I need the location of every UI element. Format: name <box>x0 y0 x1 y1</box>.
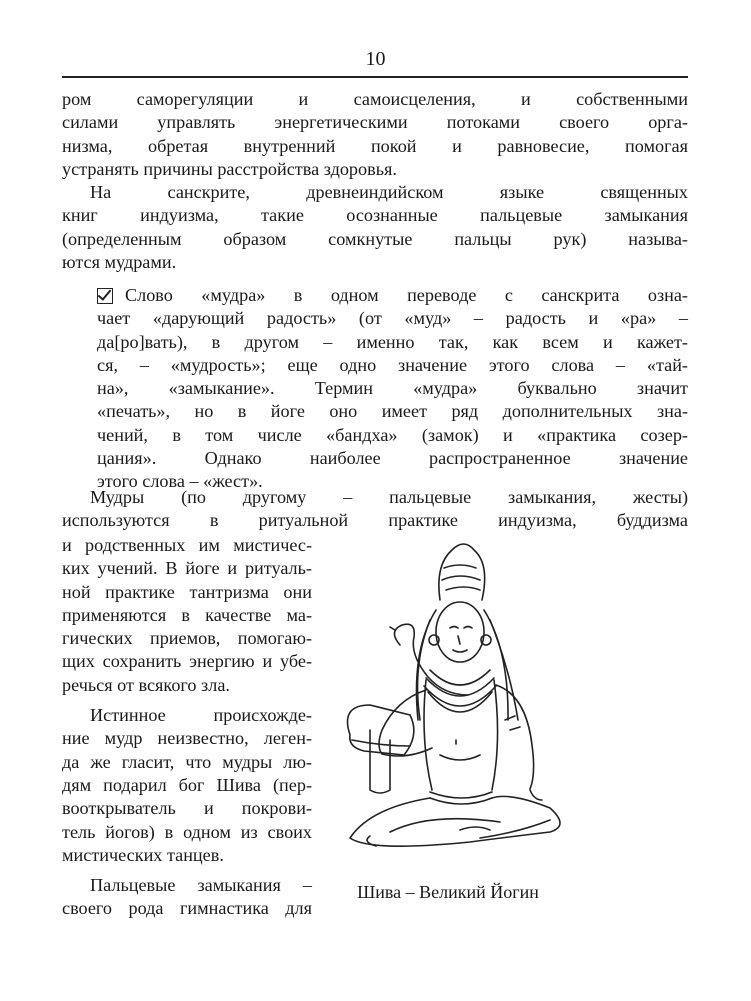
text-line: силами управлять энергетическими потоками своего орга- <box>62 112 688 133</box>
text-line: (определенным образом сомкнутые пальцы рук) называ- <box>62 228 688 249</box>
text-line: мистических танцев. <box>62 844 224 865</box>
text-line: устранять причины расстройства здоровья. <box>62 158 397 179</box>
text-line: чений, в том числе «бандха» (замок) и «практика созер- <box>97 424 688 445</box>
text-narrow <box>62 534 312 921</box>
text-line: ких учений. В йоге и ритуаль- <box>62 558 312 579</box>
text-line: да же гласит, что мудры лю- <box>62 751 312 772</box>
figure-caption: Шива – Великий Йогин <box>357 882 539 902</box>
text-line: ром саморегуляции и самоисцеления, и собственными <box>62 89 688 109</box>
shiva-illustration <box>330 540 695 855</box>
text-line: речься от всякого зла. <box>62 674 230 695</box>
header-rule <box>62 76 688 78</box>
text-line: используются в ритуальной практике индуизма, буддизма <box>62 510 688 531</box>
text-line: На санскрите, древнеиндийском языке священных <box>90 182 688 203</box>
text-line: ние мудр неизвестно, леген- <box>62 728 312 749</box>
text-line: Истинное происхожде- <box>90 705 312 726</box>
text-line: Мудры (по другому – пальцевые замыкания, жесты) <box>90 487 688 507</box>
text-mid <box>62 486 688 533</box>
text-line: книг индуизма, такие осознанные пальцевые замыкания <box>62 205 688 226</box>
text-line: Пальцевые замыкания – <box>90 875 312 896</box>
note-block <box>97 284 688 494</box>
text-line: тель йогов) в одном из своих <box>62 821 312 842</box>
text-line: цания». Однако наиболее распространенное значение <box>97 448 688 469</box>
text-line: ся, – «мудрость»; еще одно значение этого слова – «тай- <box>97 354 688 375</box>
checkbox-icon <box>97 288 113 304</box>
text-line: применяются в качестве ма- <box>62 604 312 625</box>
text-line: да[ро]вать), в другом – именно так, как всем и кажет- <box>97 331 688 352</box>
text-line: и родственных им мистичес- <box>62 535 312 555</box>
text-line: чает «дарующий радость» (от «муд» – радость и «ра» – <box>97 308 688 329</box>
text-line: своего рода гимнастика для <box>62 898 312 919</box>
text-top <box>62 88 688 274</box>
text-line: этого слова – «жест». <box>97 471 263 492</box>
page-number: 10 <box>365 48 386 70</box>
text-line: вооткрыватель и покрови- <box>62 798 312 819</box>
text-line: щих сохранить энергию и убе- <box>62 651 312 672</box>
text-line: ются мудрами. <box>62 252 177 273</box>
text-line: на», «замыкание». Термин «мудра» буквально значит <box>97 378 688 399</box>
text-line: «печать», но в йоге оно имеет ряд дополнительных зна- <box>97 401 688 422</box>
text-line: ной практике тантризма они <box>62 581 312 602</box>
text-line: низма, обретая внутренний покой и равновесие, помогая <box>62 135 688 156</box>
text-line: дям подарил бог Шива (пер- <box>62 774 312 795</box>
text-line: гических приемов, помогаю- <box>62 628 312 649</box>
text-line: Слово «мудра» в одном переводе с санскрита озна- <box>125 285 688 305</box>
